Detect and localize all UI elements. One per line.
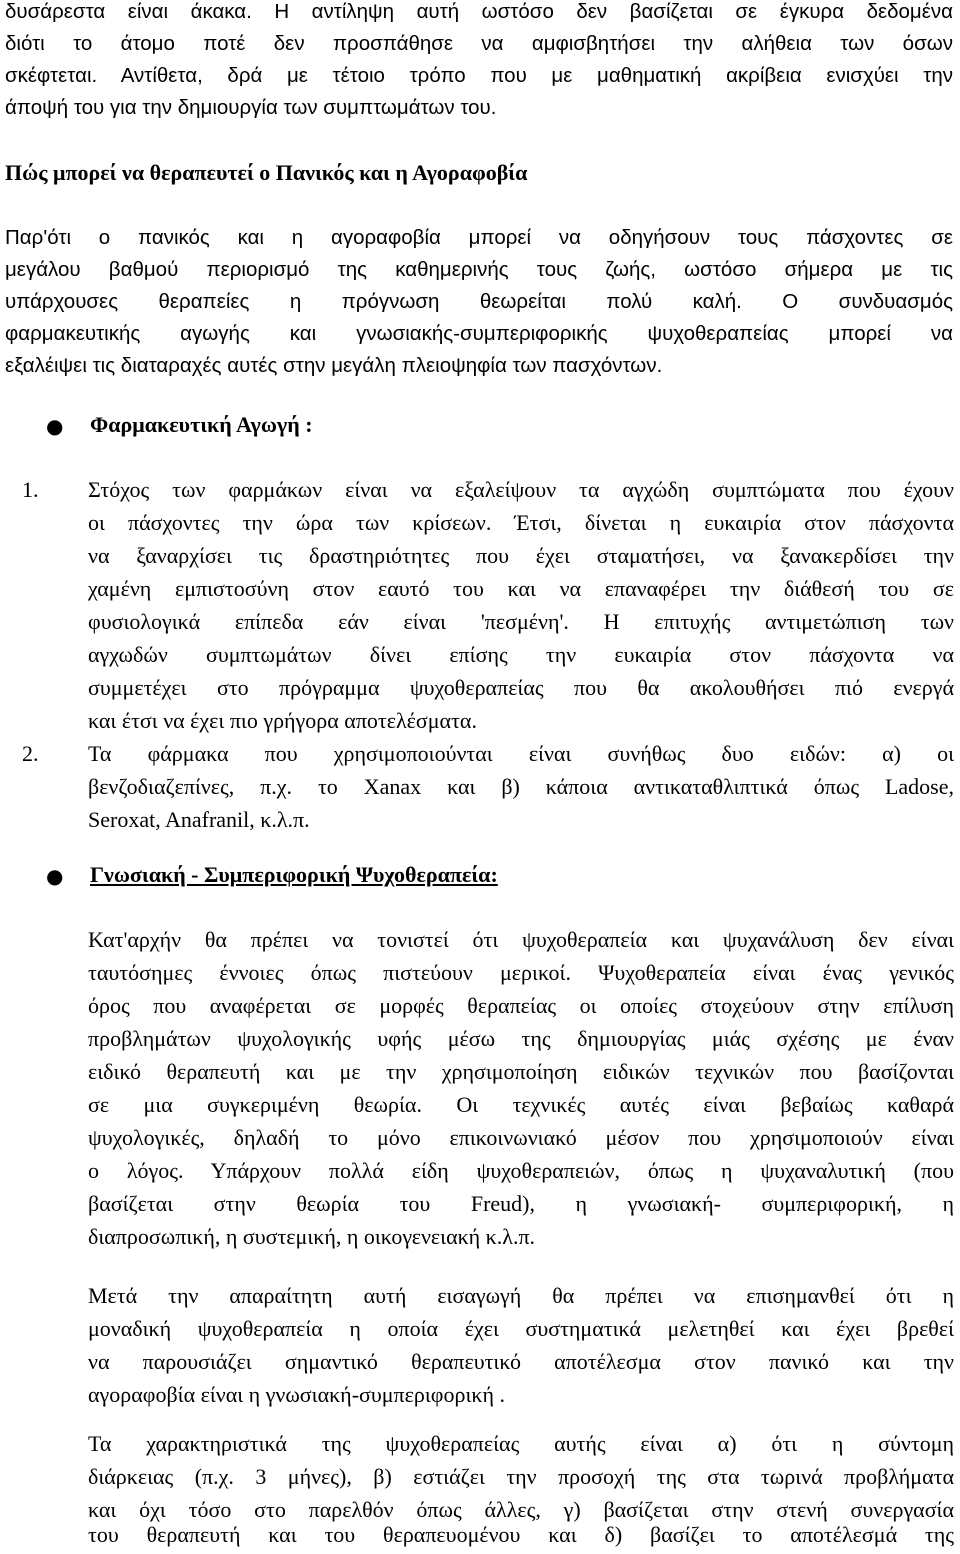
text-line: Seroxat, Anafranil, κ.λ.π. <box>88 807 310 832</box>
text-line: διάρκειας (π.χ. 3 μήνες), β) εστιάζει την προσοχή της στα τωρινά προβλήματα <box>88 1464 954 1489</box>
text-line: δυσάρεστα είναι άκακα. Η αντίληψη αυτή ωστόσο δεν βασίζεται σε έγκυρα δεδομένα <box>5 0 953 23</box>
text-line: μοναδική ψυχοθεραπεία η οποία έχει συστηματικά μελετηθεί και έχει βρεθεί <box>88 1316 954 1341</box>
text-line: σε μια συγκεριμένη θεωρία. Οι τεχνικές αυτές είναι βεβαίως καθαρά <box>88 1092 954 1117</box>
list-number: 2. <box>22 741 39 766</box>
text-line: σκέφτεται. Αντίθετα, δρά με τέτοιο τρόπο που με μαθηματική ακρίβεια ενισχύει την <box>5 64 953 87</box>
text-line: να παρουσιάζει σημαντικό θεραπευτικό αποτέλεσμα στον πανικό και την <box>88 1349 954 1374</box>
text-line: Παρ'ότι ο πανικός και η αγοραφοβία μπορεί να οδηγήσουν τους πάσχοντες σε <box>5 226 953 249</box>
text-line: Τα φάρμακα που χρησιμοποιούνται είναι συνήθως δυο ειδών: α) οι <box>88 741 954 766</box>
text-line: υπάρχουσες θεραπείες η πρόγνωση θεωρείται πολύ καλή. Ο συνδυασμός <box>5 290 953 313</box>
text-line: εξαλέιψει τις διαταραχές αυτές στην μεγάλη πλειοψηφία των πασχόντων. <box>5 354 663 377</box>
text-line: άποψή του για την δημιουργία των συμπτωμάτων του. <box>5 96 497 119</box>
text-line: φαρμακευτικής αγωγής και γνωσιακής-συμπεριφορικής ψυχοθεραπείας μπορεί να <box>5 322 953 345</box>
text-line: του θεραπευτή και του θεραπευομένου και δ) βασίζει το αποτέλεσμά της <box>88 1522 954 1547</box>
text-line: ταυτόσημες έννοιες όπως πιστεύουν μερικοί. Ψυχοθεραπεία είναι ένας γενικός <box>88 960 954 985</box>
text-line: φυσιολογικά επίπεδα εάν είναι 'πεσμένη'. Η επιτυχής αντιμετώπιση των <box>88 609 954 634</box>
text-line: ειδικό θεραπευτή και με την χρησιμοποίηση ειδικών τεχνικών που βασίζονται <box>88 1059 954 1084</box>
list-number: 1. <box>22 477 39 502</box>
cbt-heading: Γνωσιακή - Συμπεριφορική Ψυχοθεραπεία: <box>90 862 498 887</box>
text-line: Τα χαρακτηριστικά της ψυχοθεραπείας αυτής είναι α) ότι η σύντομη <box>88 1431 954 1456</box>
text-line: βασίζεται στην θεωρία του Freud), η γνωσιακή- συμπεριφορική, η <box>88 1191 954 1216</box>
text-line: βενζοδιαζεπίνες, π.χ. το Xanax και β) κάποια αντικαταθλιπτικά όπως Ladose, <box>88 774 954 799</box>
text-line: προβλημάτων ψυχολογικής υφής μέσω της δημιουργίας μιάς σχέσης με έναν <box>88 1026 954 1051</box>
text-line: συμμετέχει στο πρόγραμμα ψυχοθεραπείας που θα ακολουθήσει πιό ενεργά <box>88 675 954 700</box>
text-line: οι πάσχοντες την ώρα των κρίσεων. Έτσι, δίνεται η ευκαιρία στον πάσχοντα <box>88 510 954 535</box>
text-line: και έτσι να έχει πιο γρήγορα αποτελέσματα. <box>88 708 477 733</box>
bullet-icon: ● <box>46 864 64 888</box>
text-line: Μετά την απαραίτητη αυτή εισαγωγή θα πρέπει να επισημανθεί ότι η <box>88 1283 954 1308</box>
text-line: να ξαναρχίσει τις δραστηριότητες που έχει σταματήσει, να ξανακερδίσει την <box>88 543 954 568</box>
text-line: χαμένη εμπιστοσύνη στον εαυτό του και να επαναφέρει την διάθεσή του σε <box>88 576 954 601</box>
text-line: Στόχος των φαρμάκων είναι να εξαλείψουν τα αγχώδη συμπτώματα που έχουν <box>88 477 954 502</box>
text-line: αγχωδών συμπτωμάτων δίνει επίσης την ευκαιρία στον πάσχοντα να <box>88 642 954 667</box>
text-line: και όχι τόσο στο παρελθόν όπως άλλες, γ) βασίζεται στην στενή συνεργασία <box>88 1497 954 1522</box>
text-line: όρος που αναφέρεται σε μορφές θεραπείας οι οποίες στοχεύουν στην επίλυση <box>88 993 954 1018</box>
bullet-icon: ● <box>46 414 64 438</box>
text-line: Κατ'αρχήν θα πρέπει να τονιστεί ότι ψυχοθεραπεία και ψυχανάλυση δεν είναι <box>88 927 954 952</box>
text-line: ο λόγος. Υπάρχουν πολλά είδη ψυχοθεραπειών, όπως η ψυχαναλυτική (που <box>88 1158 954 1183</box>
section-heading: Πώς μπορεί να θεραπευτεί ο Πανικός και η Αγοραφοβία <box>5 160 528 185</box>
text-line: μεγάλου βαθμού περιορισμό της καθημερινής τους ζωής, ωστόσο σήμερα με τις <box>5 258 953 281</box>
text-line: διαπροσωπική, η συστεμική, η οικογενειακή κ.λ.π. <box>88 1224 536 1249</box>
medication-heading: Φαρμακευτική Αγωγή : <box>90 412 313 437</box>
text-line: ψυχολογικές, δηλαδή το μόνο επικοινωνιακό μέσον που χρησιμοποιούν είναι <box>88 1125 954 1150</box>
text-line: διότι το άτομο ποτέ δεν προσπάθησε να αμφισβητήσει την αλήθεια των όσων <box>5 32 953 55</box>
text-line: αγοραφοβία είναι η γνωσιακή-συμπεριφορική . <box>88 1382 505 1407</box>
